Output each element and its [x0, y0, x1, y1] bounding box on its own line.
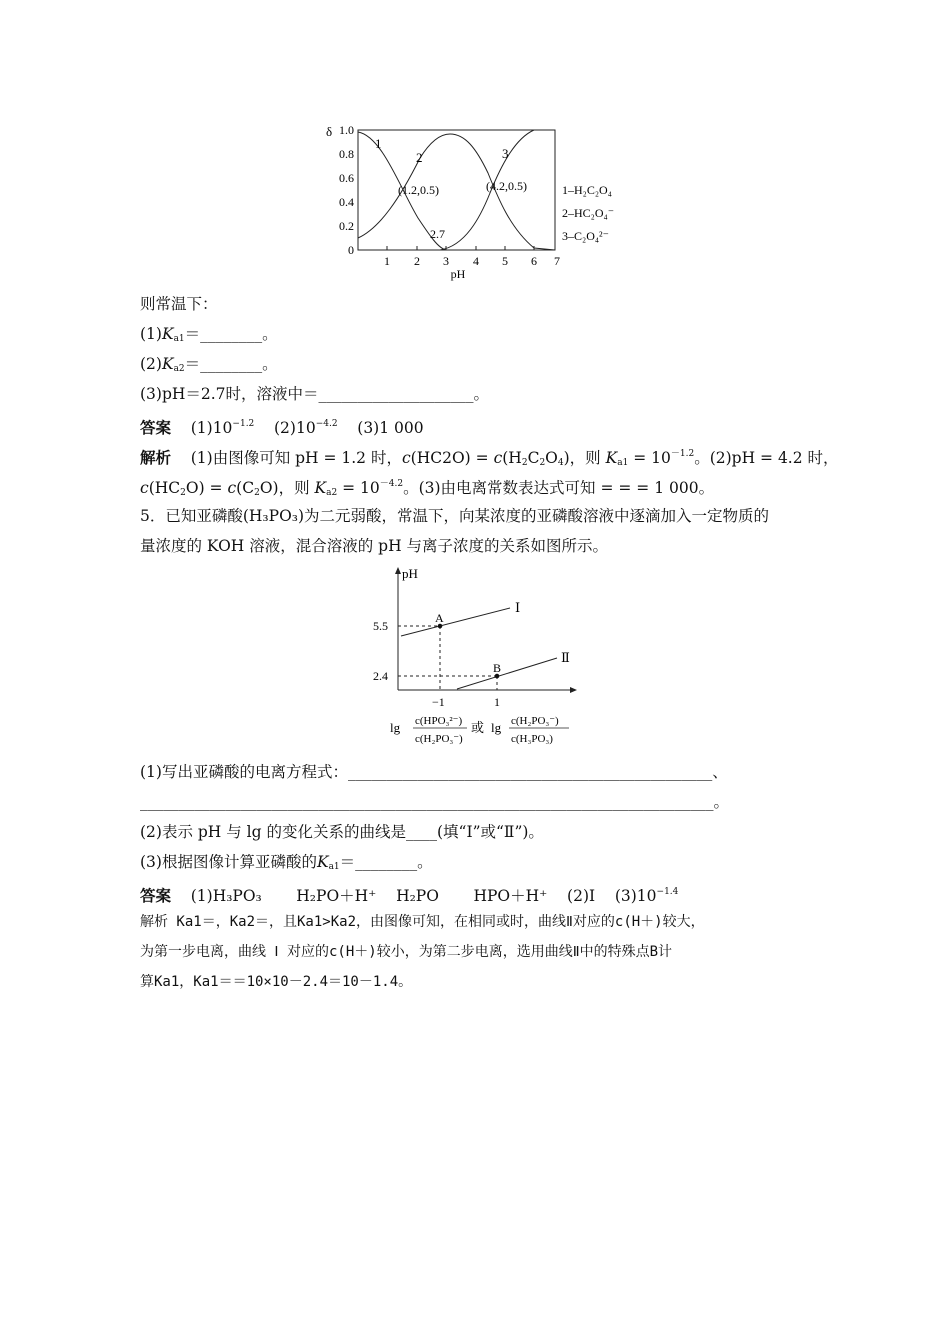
question-2	[140, 354, 278, 379]
exp-text: c	[227, 479, 237, 497]
x-label-lg: lg	[491, 720, 502, 735]
y-tick: 0.8	[339, 147, 354, 161]
y-axis-symbol: δ	[326, 124, 333, 139]
q2-prefix: (2)	[140, 355, 162, 373]
q2-k: K	[161, 355, 174, 373]
ans5-text: H₂PO＋H⁺	[296, 887, 377, 905]
y-tick: 0.4	[339, 195, 354, 209]
y-tick: 0.6	[339, 171, 354, 185]
q5-3-prefix: (3)根据图像计算亚磷酸的	[140, 853, 317, 871]
point-label: B	[493, 661, 502, 675]
line-I	[401, 608, 510, 636]
exp-text: )，则	[563, 449, 606, 467]
q1-sub: a1	[173, 334, 185, 344]
annotation: (1.2,0.5)	[398, 183, 439, 197]
exp-sub: a1	[617, 458, 629, 468]
explanation-line-2	[140, 474, 714, 503]
x-tick: 7	[554, 254, 560, 268]
exp-sub: 2	[180, 488, 186, 498]
problem-5-line-2: 量浓度的 KOH 溶液，混合溶液的 pH 与离子浓度的关系如图所示。	[140, 537, 609, 555]
exp-sub: 2	[539, 458, 546, 468]
legend-item: 3–C₂O₄²⁻	[562, 229, 609, 243]
question-1	[140, 324, 278, 349]
x-tick: 3	[443, 254, 449, 268]
exp-text: c	[493, 449, 503, 467]
explanation-5-line-2: 为第一步电离，曲线 Ⅰ 对应的c(H＋)较小，为第二步电离，选用曲线Ⅱ中的特殊点B计	[140, 944, 673, 960]
exp-text: (C	[236, 479, 255, 497]
x-tick: 5	[502, 254, 508, 268]
q1-k: K	[161, 325, 174, 343]
intro-text: 则常温下：	[140, 295, 218, 313]
q5-3-sub: a1	[328, 862, 340, 872]
exp-text: (H	[502, 449, 522, 467]
problem-5-line-1: 5．已知亚磷酸(H₃PO₃)为二元弱酸，常温下，向某浓度的亚磷酸溶液中逐滴加入一定物质的	[140, 507, 770, 525]
x-tick: −1	[432, 695, 445, 709]
answer-line	[140, 414, 424, 438]
explanation-5-line-1: 解析 Ka1＝，Ka2＝，且Ka1>Ka2，由图像可知，在相同或时，曲线Ⅱ对应的c(H＋)较大，	[140, 914, 705, 930]
exp-text: K	[314, 479, 327, 497]
q2-suffix: ＝________。	[184, 355, 278, 373]
exp-sub: 2	[254, 488, 260, 498]
explanation-line-1	[140, 444, 839, 473]
ans5-text: H₂PO	[396, 887, 439, 905]
exp-text: (HC2O) =	[410, 449, 494, 467]
exp-sub: 2	[521, 458, 528, 468]
x-tick: 1	[494, 695, 500, 709]
x-tick: 6	[531, 254, 537, 268]
explanation-5-line-3: 算Ka1，Ka1＝＝10×10－2.4＝10－1.4。	[140, 974, 413, 990]
ans5-text: (3)10	[614, 887, 657, 905]
ans-2: (2)10	[274, 419, 316, 437]
ans5-sup: −1.4	[656, 887, 679, 897]
ans-1: (1)10	[190, 419, 233, 437]
exp-text: (1)由图像可知 pH = 1.2 时，	[190, 449, 402, 467]
q5-3-suffix: ＝________。	[339, 853, 433, 871]
ans-3: (3)1 000	[357, 419, 424, 437]
x-label-or: 或	[471, 720, 485, 735]
x-tick: 4	[473, 254, 479, 268]
exp-text: K	[605, 449, 618, 467]
ans5-text: (1)H₃PO₃	[190, 887, 262, 905]
annotation: 2.7	[430, 227, 445, 241]
line-II	[457, 658, 557, 689]
frac1-num: c(HPO₃²⁻)	[415, 715, 463, 727]
ans-1-sup: −1.2	[232, 419, 255, 429]
exp-sub: 4	[557, 458, 564, 468]
y-tick: 1.0	[339, 123, 354, 137]
exp-text: O) =	[185, 479, 228, 497]
distribution-figure	[320, 118, 640, 288]
exp-text: C	[527, 449, 540, 467]
y-tick: 2.4	[373, 669, 388, 683]
line-label: Ⅰ	[515, 600, 521, 615]
x-tick: 1	[384, 254, 390, 268]
exp-text: = 10	[628, 449, 671, 467]
exp-text: O	[545, 449, 558, 467]
curve-label: 2	[416, 150, 423, 165]
q1-prefix: (1)	[140, 325, 162, 343]
curve-label: 3	[502, 146, 509, 161]
ans5-text: (2)Ⅰ	[567, 887, 596, 905]
exp-sup: －1.2	[670, 449, 695, 459]
y-axis-label: pH	[402, 566, 418, 581]
answer-5-line	[140, 882, 678, 906]
question-3: (3)pH＝2.7时，溶液中＝____________________。	[140, 385, 490, 403]
exp-text: c	[140, 479, 149, 497]
frac2-den: c(H₃PO₃)	[511, 733, 553, 745]
point-label: A	[435, 611, 444, 625]
exp-text: c	[401, 449, 411, 467]
q2-sub: a2	[173, 364, 185, 374]
answer-label: 答案	[140, 418, 172, 437]
curve-label: 1	[375, 136, 382, 151]
y-tick: 0	[348, 243, 354, 257]
question-5-1b: __________________________________________________________________________。	[140, 793, 730, 811]
question-5-1a: (1)写出亚磷酸的电离方程式：_______________________________________________、	[140, 763, 728, 781]
frac2-num: c(H₂PO₃⁻)	[511, 715, 559, 727]
exp-text: (HC	[148, 479, 181, 497]
exp-text: O)，则	[259, 479, 315, 497]
exp-text: 。(2)pH = 4.2 时，	[694, 449, 839, 467]
y-tick: 0.2	[339, 219, 354, 233]
q5-3-k: K	[316, 853, 329, 871]
exp-sub: a2	[326, 488, 338, 498]
annotation: (4.2,0.5)	[486, 179, 527, 193]
x-label-lg: lg	[390, 720, 401, 735]
explanation-label: 解析	[140, 448, 172, 467]
question-5-2: (2)表示 pH 与 lg 的变化关系的曲线是____(填“Ⅰ”或“Ⅱ”)。	[140, 823, 544, 841]
y-tick: 5.5	[373, 619, 388, 633]
question-5-3	[140, 852, 433, 877]
ans5-text: HPO＋H⁺	[473, 887, 548, 905]
q1-suffix: ＝________。	[184, 325, 278, 343]
frac1-den: c(H₂PO₃⁻)	[415, 733, 463, 745]
legend-item: 1–H₂C₂O₄	[562, 183, 612, 197]
line-label: Ⅱ	[561, 650, 570, 665]
ph-lg-figure	[365, 562, 590, 752]
x-axis-label: pH	[450, 267, 466, 281]
ans-2-sup: −4.2	[315, 419, 338, 429]
exp-text: 。(3)由电离常数表达式可知 = = = 1 000。	[403, 479, 715, 497]
x-tick: 2	[414, 254, 420, 268]
legend-item: 2–HC₂O₄⁻	[562, 206, 615, 220]
exp-text: = 10	[337, 479, 380, 497]
exp-sup: －4.2	[379, 479, 404, 489]
answer-label: 答案	[140, 886, 172, 905]
